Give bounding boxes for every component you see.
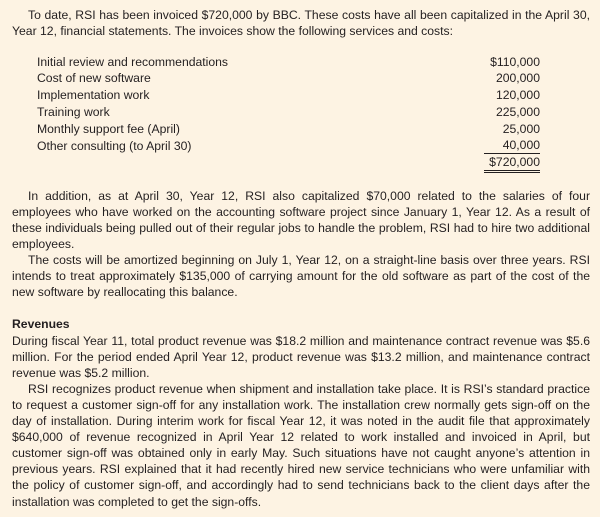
amortization-paragraph: The costs will be amortized beginning on July 1, Year 12, on a straight-line basis over three years. RSI intends to treat approximately $135,000 of carrying amount for the old software as part of the cost of the new software by reallocating this balance. (12, 253, 590, 300)
salaries-paragraph: In addition, as at April 30, Year 12, RSI also capitalized $70,000 related to the salaries of four employees who have worked on the accounting software project since January 1, Year 12. As a result of these individuals being pulled out of their regular jobs to handle the problem, RSI had to hire two additional employees. (12, 188, 590, 252)
cost-label: Implementation work (37, 88, 150, 103)
intro-paragraph: To date, RSI has been invoiced $720,000 by BBC. These costs have all been capitalized in the April 30, Year 12, financial statements. The invoices show the following services and costs: (12, 8, 590, 39)
cost-label: Training work (37, 104, 110, 119)
cost-total: $720,000 (484, 154, 540, 173)
cost-row (37, 103, 540, 120)
cost-row (37, 87, 540, 104)
revenues-heading: Revenues (12, 317, 70, 332)
cost-label: Initial review and recommendations (37, 54, 229, 69)
cost-amount: 25,000 (502, 121, 540, 136)
revenue-paragraph: During fiscal Year 11, total product revenue was $18.2 million and maintenance contract revenue was $5.6 million. For the period ended April Year 12, product revenue was $13.2 million, and maintenance contract revenue was $5.2 million. (12, 333, 590, 380)
recognition-paragraph: RSI recognizes product revenue when shipment and installation take place. It is RSI’s standard practice to request a customer sign-off for any installation work. The installation crew normally gets sign-off on the day of installation. During interim work for fiscal Year 12, it was noted in the audit file that approximately $640,000 of revenue recognized in April Year 12 related to work installed and invoiced in April, but customer sign-off was obtained only in early May. Such situations have not caught anyone’s attention in previous years. RSI explained that it had recently hired new service technicians who were unfamiliar with the policy of customer sign-off, and accordingly had to send technicians back to the client days after the installation was completed to get the sign-offs. (12, 381, 590, 509)
cost-amount: 200,000 (495, 71, 540, 86)
cost-row (37, 53, 540, 70)
cost-amount: 120,000 (495, 88, 540, 103)
cost-amount: 225,000 (495, 104, 540, 119)
cost-amount: $110,000 (490, 54, 540, 69)
cost-row (37, 137, 540, 154)
cost-row (37, 120, 540, 137)
cost-row (37, 70, 540, 87)
cost-label: Cost of new software (37, 71, 151, 86)
cost-label: Other consulting (to April 30) (37, 138, 192, 153)
cost-label: Monthly support fee (April) (37, 121, 180, 136)
cost-total-row (37, 154, 540, 173)
cost-amount: 40,000 (484, 137, 540, 154)
invoice-cost-table (37, 53, 540, 173)
